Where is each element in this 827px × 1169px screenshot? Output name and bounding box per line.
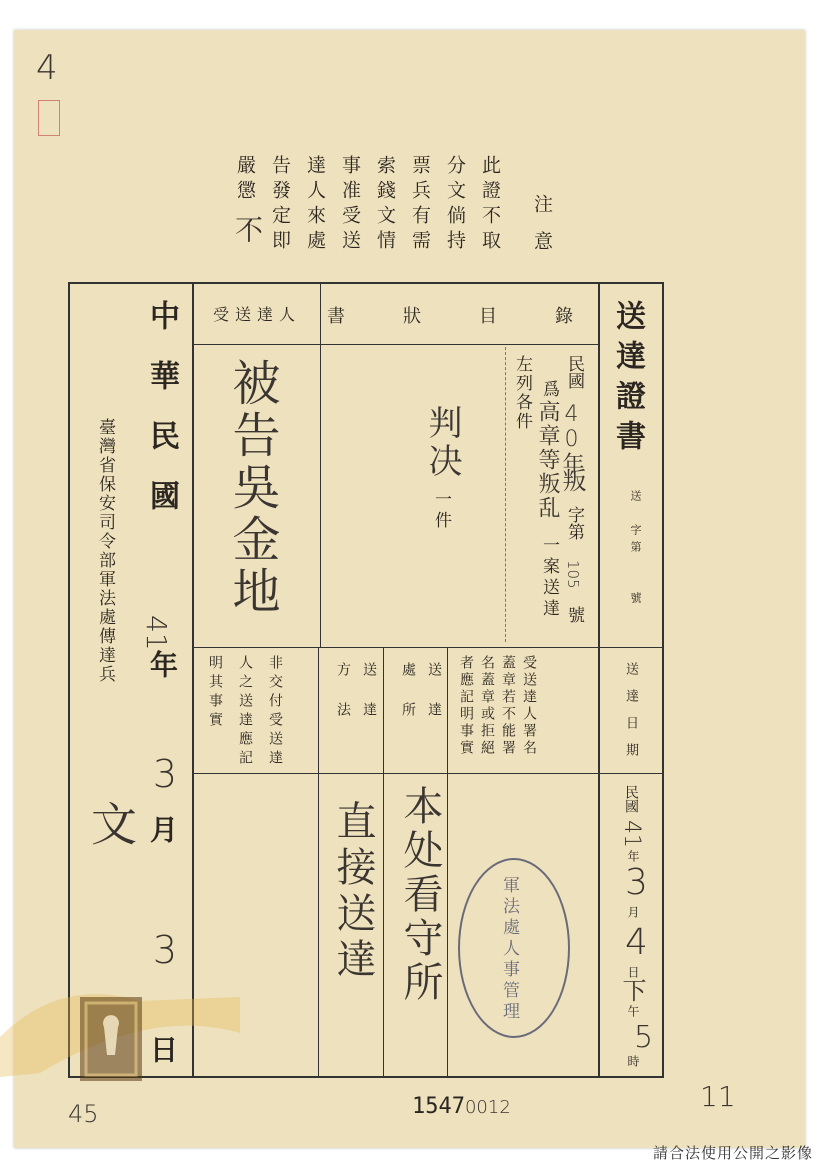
bottom-right-mark: 11: [700, 1080, 736, 1113]
documents-header: 書 狀 目 錄: [327, 306, 593, 327]
method-header: 送達方法: [335, 662, 377, 742]
era-label: 中華民國: [144, 300, 179, 540]
official-oval-stamp: 軍法處人事管理: [458, 858, 570, 1038]
bottom-left-mark: 45: [68, 1100, 99, 1128]
delivery-place: 本处看守所: [397, 785, 443, 1005]
delivery-method: 直接送達: [330, 800, 376, 984]
messenger-signature: 文: [84, 800, 138, 846]
place-header: 送達處所: [400, 662, 442, 742]
serial-number: 15470012: [412, 1094, 511, 1119]
agency-label: 臺灣省保安司令部軍法處傳達兵: [95, 418, 115, 684]
form-title: 送達證書: [610, 300, 645, 460]
page-number: 4: [36, 48, 58, 88]
notice-title: 注意: [531, 194, 553, 268]
recipient-header: 受送達人: [212, 305, 301, 324]
delivery-date-header: 送達日期: [623, 662, 638, 770]
signature-header: 受送達人署名蓋章若不能署名蓋章或拒絕者應記明事實: [458, 655, 537, 757]
recipient-name: 被告吳金地: [224, 358, 280, 618]
non-delivery-header: 非交付受送達人之送達應記明其事實: [207, 655, 283, 769]
watermark-text: 請合法使用公開之影像: [652, 1144, 813, 1162]
red-seal-mark: [38, 100, 60, 136]
form-number-label: 送 字第 號: [629, 490, 642, 609]
